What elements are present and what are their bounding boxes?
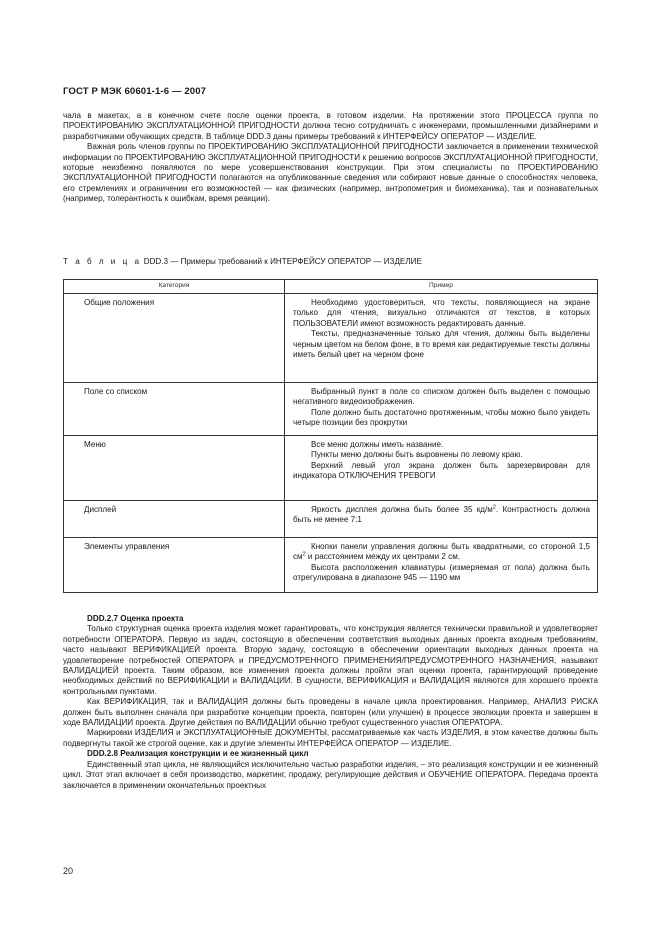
intro-paragraph-1: чала в макетах, а в конечном счете после оценки проекта, в готовом изделии. На протяжении этого ПРОЦЕССА группа по ПРОЕКТИРОВАНИЮ ЭКСПЛУАТАЦИОННОЙ ПРИГОДНОСТИ должна тесно сотрудничать с инженерами, промышленными дизайнерами и разработчиками обучающих средств. В таблице DDD.3 даны примеры требований к ИНТЕРФЕЙСУ ОПЕРАТОР — ИЗДЕЛИЕ. bbox=[63, 111, 598, 141]
example-text: Высота расположения клавиатуры (измеряемая от пола) должна быть отрегулирована в диапазоне 945 — 1190 мм bbox=[293, 562, 590, 583]
document-header: ГОСТ Р МЭК 60601-1-6 — 2007 bbox=[63, 86, 207, 97]
section-paragraph: Маркировки ИЗДЕЛИЯ и ЭКСПЛУАТАЦИОННЫЕ ДОКУМЕНТЫ, рассматриваемые как часть ИЗДЕЛИЯ, в этом качестве должны быть подвергнуты такой же строгой оценке, как и другие элементы ИНТЕРФЕЙСА ОПЕРАТОР — ИЗДЕЛИЕ. bbox=[63, 728, 598, 748]
example-text: Необходимо удостовериться, что тексты, появляющиеся на экране только для чтения, визуально отличаются от текстов, в которых ПОЛЬЗОВАТЕЛИ имеют возможность редактировать данные. bbox=[293, 298, 590, 328]
section-paragraph: Только структурная оценка проекта изделия может гарантировать, что конструкция является технически правильной и удовлетворяет потребности ОПЕРАТОРА. Первую из задач, состоящую в обеспечении соответствия выходных данных проекта входным требованиям, часто называют ВЕРИФИКАЦИЕЙ проекта. Вторую задачу, состоящую в обеспечении ориентации выходных данных проекта на удовлетворение потребностей ОПЕРАТОРА и ПРЕДУСМОТРЕННОГО ПРИМЕНЕНИЯ/ПРЕДУСМОТРЕННОГО НАЗНАЧЕНИЯ, называют ВАЛИДАЦИЕЙ проекта. Таким образом, все изменения проекта должны пройти этап оценки проекта, гарантирующий проведение необходимых действий по ВЕРИФИКАЦИИ и ВАЛИДАЦИИ. В сущности, ВЕРИФИКАЦИЯ и ВАЛИДАЦИЯ являются для хорошего проекта контрольными пунктами. bbox=[63, 624, 598, 696]
example-text: Тексты, предназначенные только для чтения, должны быть выделены черным цветом на белом фоне, в то время как редактируемые тексты должны иметь белый цвет на черном фоне bbox=[293, 329, 590, 360]
table-cell-category: Элементы управления bbox=[64, 538, 285, 593]
table-caption-prefix: Т а б л и ц а bbox=[63, 257, 142, 266]
example-text: Выбранный пункт в поле со списком должен быть выделен с помощью негативного видеоизображения. bbox=[293, 387, 590, 407]
table-caption bbox=[63, 257, 422, 266]
section-ddd27 bbox=[63, 614, 598, 791]
intro-paragraph-2: Важная роль членов группы по ПРОЕКТИРОВАНИЮ ЭКСПЛУАТАЦИОННОЙ ПРИГОДНОСТИ заключается в применении технической информации по ПРОЕКТИРОВАНИЮ ЭКСПЛУАТАЦИОННОЙ ПРИГОДНОСТИ к решению вопросов ЭКСПЛУАТАЦИОННОЙ ПРИГОДНОСТИ, которые неизбежно появляются по мере усовершенствования конструкции. При этом специалисты по ПРОЕКТИРОВАНИЮ ЭКСПЛУАТАЦИОННОЙ ПРИГОДНОСТИ полагаются на опубликованные сведения или собирают новые данные о способностях человека, его стремлениях и ограничении его возможностей — как физических (например, антропометрия и биомеханика), так и познавательных (например, толерантность к ошибкам, время реакции). bbox=[63, 142, 598, 204]
column-header-category: Категория bbox=[64, 280, 285, 294]
section-title: DDD.2.7 Оценка проекта bbox=[87, 614, 184, 623]
table-cell-category: Поле со списком bbox=[64, 383, 285, 436]
example-text: Кнопки панели управления должны быть квадратными, со стороной 1,5 $см^2$ и расстоянием между их центрами 2 см. bbox=[293, 542, 590, 562]
table-caption-text: DDD.3 — Примеры требований к ИНТЕРФЕЙСУ ОПЕРАТОР — ИЗДЕЛИЕ bbox=[143, 257, 422, 266]
table-cell-example bbox=[285, 538, 598, 593]
section-paragraph: Как ВЕРИФИКАЦИЯ, так и ВАЛИДАЦИЯ должны быть проведены в начале цикла проектирования. Например, АНАЛИЗ РИСКА должен быть выполнен сначала при разработке концепции проекта, повторен (или улучшен) в процессе эволюции проекта и завершен в ходе ВАЛИДАЦИИ проекта. Другие действия по ВАЛИДАЦИИ обычно требуют существенного участия ОПЕРАТОРА. bbox=[63, 697, 598, 728]
table-cell-category: Меню bbox=[64, 436, 285, 501]
table-cell-example bbox=[285, 436, 598, 501]
table-cell-example bbox=[285, 294, 598, 383]
table-row bbox=[64, 538, 598, 593]
example-text: Яркость дисплея должна быть более 35 $кд/м^2$. Контрастность должна быть не менее 7:1 bbox=[293, 504, 590, 525]
table-cell-category: Дисплей bbox=[64, 501, 285, 538]
table-row bbox=[64, 294, 598, 383]
table-row bbox=[64, 383, 598, 436]
table-row bbox=[64, 501, 598, 538]
section-title: DDD.2.8 Реализация конструкции и ее жизненный цикл bbox=[87, 749, 309, 759]
page-number: 20 bbox=[63, 866, 74, 876]
section-paragraph: Единственный этап цикла, не являющийся исключительно частью разработки изделия, – это реализация конструкции и ее жизненный цикл. Этот этап включает в себя производство, маркетинг, продажу, регулирующие действия и ОБУЧЕНИЕ ОПЕРАТОРА. Передача проекта заключается в применении окончательных проектных bbox=[63, 759, 598, 790]
table-cell-category: Общие положения bbox=[64, 294, 285, 383]
table-row bbox=[64, 436, 598, 501]
example-text: Пункты меню должны быть выровнены по левому краю. bbox=[311, 450, 523, 460]
intro-text bbox=[63, 111, 598, 205]
example-text: Все меню должны иметь название. bbox=[311, 440, 444, 449]
table-cell-example bbox=[285, 383, 598, 436]
requirements-table bbox=[63, 279, 598, 593]
example-text: Верхний левый угол экрана должен быть зарезервирован для индикатора ОТКЛЮЧЕНИЯ ТРЕВОГИ bbox=[293, 460, 590, 481]
document-page bbox=[63, 0, 598, 936]
table-cell-example bbox=[285, 501, 598, 538]
example-text: Поле должно быть достаточно протяженным, чтобы можно было увидеть четыре позиции без прокрутки bbox=[293, 407, 590, 428]
column-header-example: Пример bbox=[285, 280, 598, 294]
